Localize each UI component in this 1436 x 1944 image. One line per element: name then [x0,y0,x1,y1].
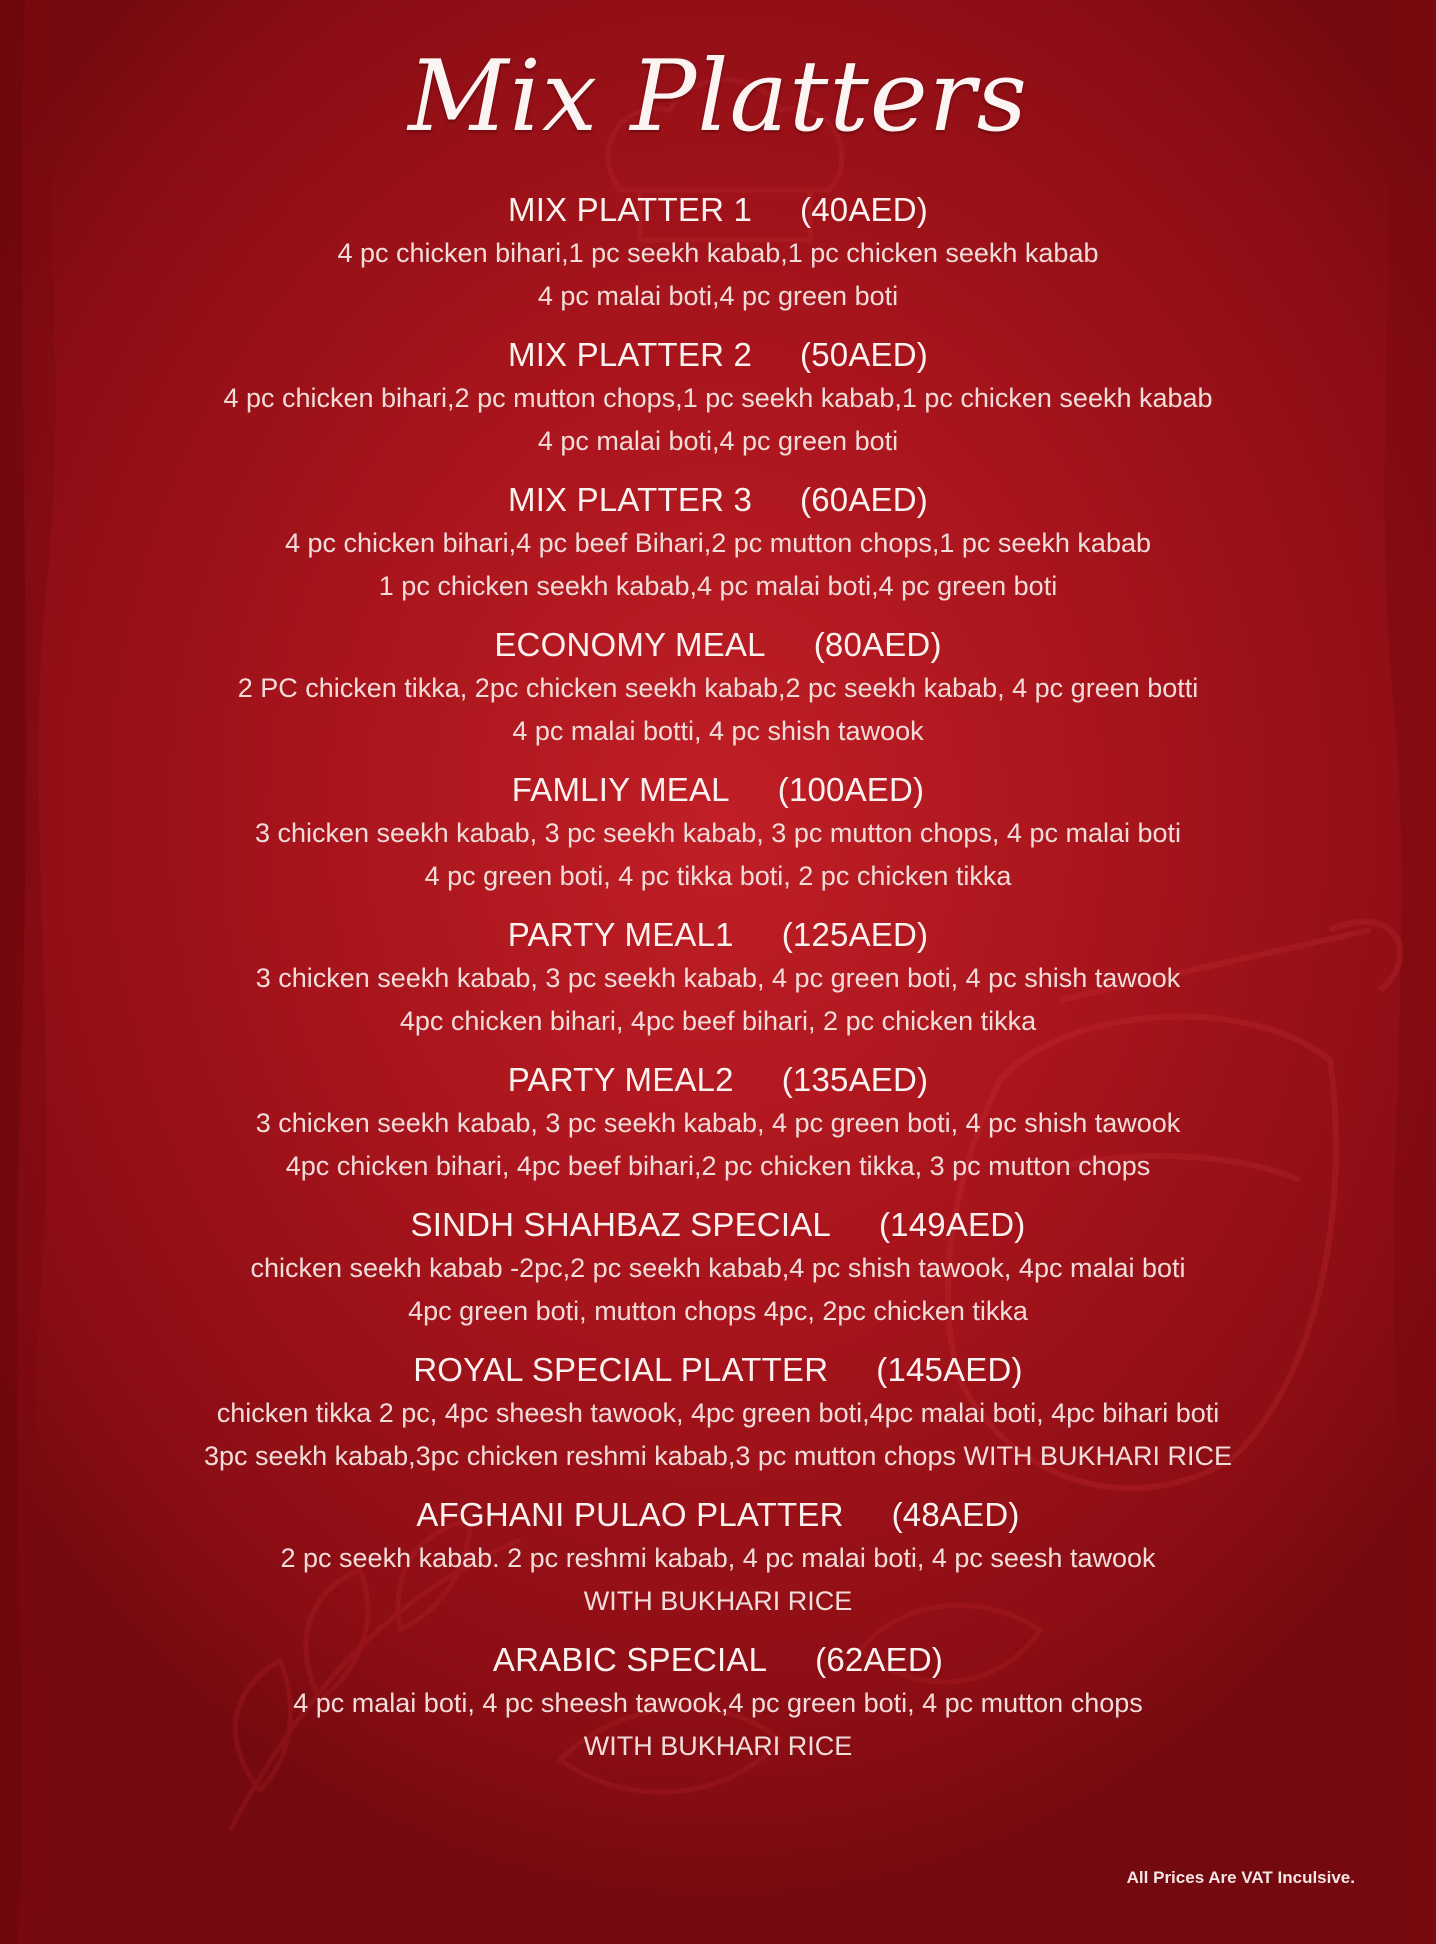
item-price: (48AED) [891,1496,1020,1533]
item-name: ROYAL SPECIAL PLATTER [413,1351,829,1388]
page-title: Mix Platters [408,40,1028,154]
item-description-line: 4 pc chicken bihari,2 pc mutton chops,1 pc seekh kabab,1 pc chicken seekh kabab [223,383,1213,413]
menu-item-arabic-special [0,1638,1436,1783]
item-description-line: 4 pc malai boti,4 pc green boti [537,426,899,456]
item-name: PARTY MEAL1 [507,916,734,953]
item-description-line: 4 pc green boti, 4 pc tikka boti, 2 pc chicken tikka [424,861,1012,891]
item-description-line: 3 chicken seekh kabab, 3 pc seekh kabab, 4 pc green boti, 4 pc shish tawook [255,1108,1181,1138]
item-name: SINDH SHAHBAZ SPECIAL [410,1206,831,1243]
item-price: (60AED) [800,481,928,518]
item-description-line: chicken seekh kabab -2pc,2 pc seekh kabab,4 pc shish tawook, 4pc malai boti [250,1253,1186,1283]
item-description-line: 4pc chicken bihari, 4pc beef bihari,2 pc chicken tikka, 3 pc mutton chops [285,1151,1151,1181]
menu-item-party-meal-2 [0,1058,1436,1203]
menu-item-royal-special-platter [0,1348,1436,1493]
menu-item-mix-platter-1 [0,188,1436,333]
item-description-line: 3 chicken seekh kabab, 3 pc seekh kabab, 3 pc mutton chops, 4 pc malai boti [254,818,1182,848]
menu-item-mix-platter-3 [0,478,1436,623]
item-description-line: 1 pc chicken seekh kabab,4 pc malai boti,4 pc green boti [378,571,1058,601]
menu-item-sindh-shahbaz-special [0,1203,1436,1348]
item-name: ECONOMY MEAL [494,626,766,663]
item-price: (80AED) [813,626,942,663]
item-description-line: 4 pc malai boti, 4 pc sheesh tawook,4 pc green boti, 4 pc mutton chops [293,1688,1143,1718]
menu-item-family-meal [0,768,1436,913]
item-name: PARTY MEAL2 [507,1061,734,1098]
item-name: AFGHANI PULAO PLATTER [416,1496,844,1533]
item-description-line: WITH BUKHARI RICE [583,1586,853,1616]
item-description-line: chicken tikka 2 pc, 4pc sheesh tawook, 4pc green boti,4pc malai boti, 4pc bihari boti [216,1398,1220,1428]
item-description-line: WITH BUKHARI RICE [583,1731,853,1761]
item-name: MIX PLATTER 1 [508,191,753,228]
item-description-line: 3pc seekh kabab,3pc chicken reshmi kabab,3 pc mutton chops WITH BUKHARI RICE [204,1441,1232,1471]
item-description-line: 4 pc chicken bihari,4 pc beef Bihari,2 pc mutton chops,1 pc seekh kabab [284,528,1152,558]
menu-item-economy-meal [0,623,1436,768]
item-name: ARABIC SPECIAL [492,1641,768,1678]
menu-item-mix-platter-2 [0,333,1436,478]
item-price: (145AED) [876,1351,1023,1388]
item-description-line: 4 pc chicken bihari,1 pc seekh kabab,1 pc chicken seekh kabab [337,238,1099,268]
vat-note: All Prices Are VAT Inculsive. [1126,1868,1355,1887]
menu-list [0,188,1436,1783]
menu-item-party-meal-1 [0,913,1436,1058]
item-description-line: 4pc green boti, mutton chops 4pc, 2pc chicken tikka [408,1296,1028,1326]
item-name: FAMLIY MEAL [511,771,730,808]
item-description-line: 4 pc malai botti, 4 pc shish tawook [512,716,924,746]
item-description-line: 2 pc seekh kabab. 2 pc reshmi kabab, 4 pc malai boti, 4 pc seesh tawook [280,1543,1156,1573]
item-price: (100AED) [777,771,925,808]
item-price: (135AED) [781,1061,929,1098]
item-price: (50AED) [800,336,928,373]
item-price: (40AED) [800,191,928,228]
menu-item-afghani-pulao-platter [0,1493,1436,1638]
item-description-line: 2 PC chicken tikka, 2pc chicken seekh kabab,2 pc seekh kabab, 4 pc green botti [237,673,1199,703]
item-price: (149AED) [878,1206,1026,1243]
item-price: (125AED) [781,916,929,953]
item-description-line: 4pc chicken bihari, 4pc beef bihari, 2 pc chicken tikka [399,1006,1037,1036]
item-description-line: 3 chicken seekh kabab, 3 pc seekh kabab, 4 pc green boti, 4 pc shish tawook [255,963,1181,993]
item-price: (62AED) [815,1641,944,1678]
item-name: MIX PLATTER 3 [508,481,753,518]
item-description-line: 4 pc malai boti,4 pc green boti [537,281,899,311]
item-name: MIX PLATTER 2 [508,336,753,373]
